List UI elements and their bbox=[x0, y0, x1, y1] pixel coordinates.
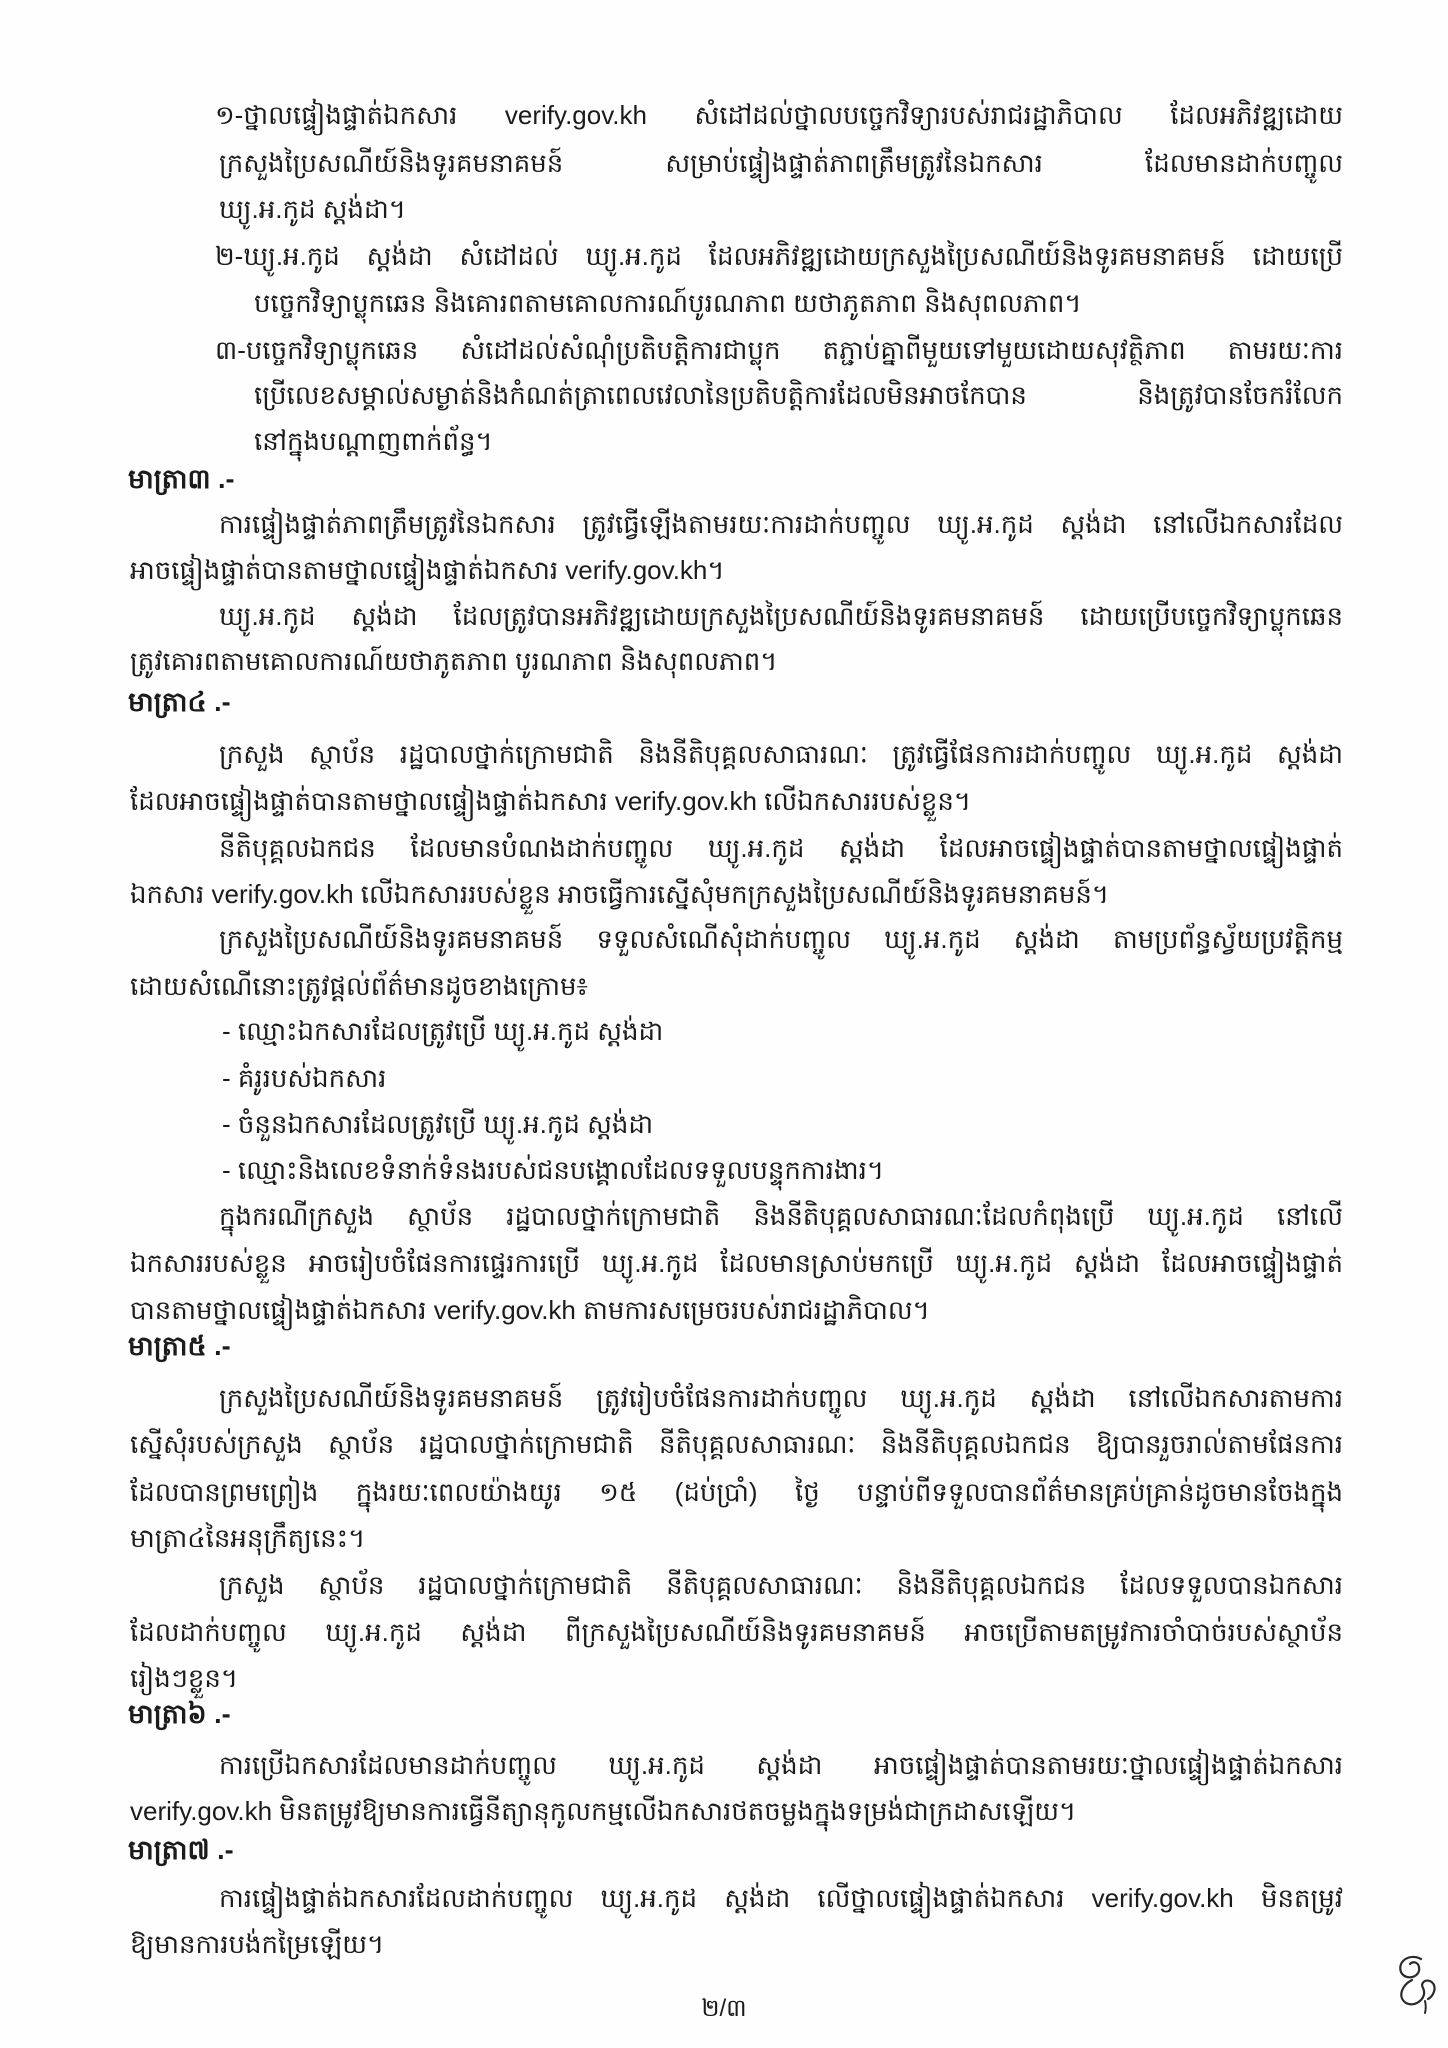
paragraph-line: ឃ្យូ.អ.កូដ ស្តង់ដា ដែលត្រូវបានអភិវឌ្ឍដោយក្រសួងប្រៃសណីយ៍និងទូរគមនាគមន៍ ដោយប្រើបច្ចេកវិទ្យាប្លុកឆេន bbox=[219, 601, 1343, 631]
page-number: ២/៣ bbox=[701, 1995, 747, 2022]
definition-1-line: ឃ្យូ.អ.កូដ ស្តង់ដា។ bbox=[219, 194, 406, 224]
article-heading: មាត្រា៤ .- bbox=[128, 687, 231, 717]
list-item: - ឈ្មោះនិងលេខទំនាក់ទំនងរបស់ជនបង្គោលដែលទទួលបន្ទុកការងារ។ bbox=[222, 1155, 885, 1185]
paragraph-line: ក្រសួងប្រៃសណីយ៍និងទូរគមនាគមន៍ ត្រូវរៀបចំផែនការដាក់បញ្ចូល ឃ្យូ.អ.កូដ ស្តង់ដា នៅលើឯកសារតាមការ bbox=[219, 1383, 1343, 1413]
paragraph-line: ការផ្ទៀងផ្ទាត់ឯកសារដែលដាក់បញ្ចូល ឃ្យូ.អ.កូដ ស្តង់ដា លើថ្នាលផ្ទៀងផ្ទាត់ឯកសារ verify.gov.kh មិនតម្រូវ bbox=[219, 1883, 1343, 1913]
paragraph-line: ឯកសារ verify.gov.kh លើឯកសាររបស់ខ្លួន អាចធ្វើការស្នើសុំមកក្រសួងប្រៃសណីយ៍និងទូរគមនាគមន៍។ bbox=[130, 879, 1110, 909]
definition-1-line: ក្រសួងប្រៃសណីយ៍និងទូរគមនាគមន៍ សម្រាប់ផ្ទៀងផ្ទាត់ភាពត្រឹមត្រូវនៃឯកសារ ដែលមានដាក់បញ្ចូល bbox=[219, 148, 1343, 178]
paragraph-line: ការប្រើឯកសារដែលមានដាក់បញ្ចូល ឃ្យូ.អ.កូដ ស្តង់ដា អាចផ្ទៀងផ្ទាត់បានតាមរយៈថ្នាលផ្ទៀងផ្ទាត់ឯកសារ bbox=[219, 1750, 1343, 1780]
definition-3-line: ៣-បច្ចេកវិទ្យាប្លុកឆេន សំដៅដល់សំណុំប្រតិបត្តិការជាប្លុក តភ្ជាប់គ្នាពីមួយទៅមួយដោយសុវត្ថិភាព តាមរយៈការ bbox=[215, 335, 1343, 365]
paragraph-line: អាចផ្ទៀងផ្ទាត់បានតាមថ្នាលផ្ទៀងផ្ទាត់ឯកសារ verify.gov.kh។ bbox=[130, 555, 725, 585]
paragraph-line: ដែលអាចផ្ទៀងផ្ទាត់បានតាមថ្នាលផ្ទៀងផ្ទាត់ឯកសារ verify.gov.kh លើឯកសាររបស់ខ្លួន។ bbox=[130, 786, 972, 816]
article-heading: មាត្រា៦ .- bbox=[128, 1699, 231, 1729]
paragraph-line: នីតិបុគ្គលឯកជន ដែលមានបំណងដាក់បញ្ចូល ឃ្យូ.អ.កូដ ស្តង់ដា ដែលអាចផ្ទៀងផ្ទាត់បានតាមថ្នាលផ្ទៀងផ្ទាត់ bbox=[219, 833, 1343, 863]
paragraph-line: បានតាមថ្នាលផ្ទៀងផ្ទាត់ឯកសារ verify.gov.kh តាមការសម្រេចរបស់រាជរដ្ឋាភិបាល។ bbox=[130, 1295, 930, 1325]
paragraph-line: verify.gov.kh មិនតម្រូវឱ្យមានការធ្វើនីត្យានុកូលកម្មលើឯកសារថតចម្លងក្នុងទម្រង់ជាក្រដាសឡើយ។ bbox=[130, 1796, 1077, 1826]
paragraph-line: ក្រសួង ស្ថាប័ន រដ្ឋបាលថ្នាក់ក្រោមជាតិ នីតិបុគ្គលសាធារណៈ និងនីតិបុគ្គលឯកជន ដែលទទួលបានឯកសារ bbox=[219, 1570, 1343, 1600]
paragraph-line: ឯកសាររបស់ខ្លួន អាចរៀបចំផែនការផ្ទេរការប្រើ ឃ្យូ.អ.កូដ ដែលមានស្រាប់មកប្រើ ឃ្យូ.អ.កូដ ស្តង់ដា ដែលអាចផ្ទៀងផ្ទាត់ bbox=[130, 1248, 1343, 1278]
definition-2-line: បច្ចេកវិទ្យាប្លុកឆេន និងគោរពតាមគោលការណ៍បូរណភាព យថាភូតភាព និងសុពលភាព។ bbox=[254, 288, 1082, 318]
paragraph-line: ដោយសំណើនោះត្រូវផ្តល់ព័ត៌មានដូចខាងក្រោម៖ bbox=[130, 971, 588, 1001]
article-heading: មាត្រា៧ .- bbox=[128, 1835, 234, 1865]
paragraph-line: ឱ្យមានការបង់កម្រៃឡើយ។ bbox=[130, 1929, 385, 1959]
paragraph-line: ការផ្ទៀងផ្ទាត់ភាពត្រឹមត្រូវនៃឯកសារ ត្រូវធ្វើឡើងតាមរយៈការដាក់បញ្ចូល ឃ្យូ.អ.កូដ ស្តង់ដា នៅលើឯកសារដែល bbox=[219, 509, 1343, 539]
handwritten-initial-icon bbox=[1388, 1950, 1440, 2016]
paragraph-line: ត្រូវគោរពតាមគោលការណ៍យថាភូតភាព បូរណភាព និងសុពលភាព។ bbox=[130, 646, 778, 676]
paragraph-line: ដែលបានព្រមព្រៀង ក្នុងរយៈពេលយ៉ាងយូរ ១៥ (ដប់ប្រាំ) ថ្ងៃ បន្ទាប់ពីទទួលបានព័ត៌មានគ្រប់គ្រាន់ដូចមានចែងក្នុង bbox=[130, 1477, 1343, 1507]
definition-1-line: ១-ថ្នាលផ្ទៀងផ្ទាត់ឯកសារ verify.gov.kh សំដៅដល់ថ្នាលបច្ចេកវិទ្យារបស់រាជរដ្ឋាភិបាល ដែលអភិវឌ្ឍដោយ bbox=[215, 100, 1343, 130]
paragraph-line: រៀងៗខ្លួន។ bbox=[130, 1663, 239, 1693]
article-heading: មាត្រា៣ .- bbox=[128, 464, 235, 494]
paragraph-line: ក្រសួងប្រៃសណីយ៍និងទូរគមនាគមន៍ ទទួលសំណើសុំដាក់បញ្ចូល ឃ្យូ.អ.កូដ ស្តង់ដា តាមប្រព័ន្ធស្វ័យប្រវត្តិកម្ម bbox=[219, 924, 1343, 954]
article-heading: មាត្រា៥ .- bbox=[128, 1331, 231, 1361]
list-item: - គំរូរបស់ឯកសារ bbox=[222, 1063, 387, 1093]
definition-3-line: នៅក្នុងបណ្តាញពាក់ព័ន្ធ។ bbox=[254, 426, 493, 456]
list-item: - ឈ្មោះឯកសារដែលត្រូវប្រើ ឃ្យូ.អ.កូដ ស្តង់ដា bbox=[222, 1016, 664, 1046]
paragraph-line: ដែលដាក់បញ្ចូល ឃ្យូ.អ.កូដ ស្តង់ដា ពីក្រសួងប្រៃសណីយ៍និងទូរគមនាគមន៍ អាចប្រើតាមតម្រូវការចាំបាច់របស់ស្ថាប័ន bbox=[130, 1617, 1343, 1647]
paragraph-line: ស្នើសុំរបស់ក្រសួង ស្ថាប័ន រដ្ឋបាលថ្នាក់ក្រោមជាតិ នីតិបុគ្គលសាធារណៈ និងនីតិបុគ្គលឯកជន ឱ្យបានរួចរាល់តាមផែនការ bbox=[130, 1429, 1343, 1459]
definition-2-line: ២-ឃ្យូ.អ.កូដ ស្តង់ដា សំដៅដល់ ឃ្យូ.អ.កូដ ដែលអភិវឌ្ឍដោយក្រសួងប្រៃសណីយ៍និងទូរគមនាគមន៍ ដោយប្រើ bbox=[215, 241, 1343, 271]
list-item: - ចំនួនឯកសារដែលត្រូវប្រើ ឃ្យូ.អ.កូដ ស្តង់ដា bbox=[222, 1109, 654, 1139]
definition-3-line: ប្រើលេខសម្គាល់សម្ងាត់និងកំណត់ត្រាពេលវេលានៃប្រតិបត្តិការដែលមិនអាចកែបាន និងត្រូវបានចែករំលែក bbox=[254, 380, 1343, 410]
paragraph-line: ក្រសួង ស្ថាប័ន រដ្ឋបាលថ្នាក់ក្រោមជាតិ និងនីតិបុគ្គលសាធារណៈ ត្រូវធ្វើផែនការដាក់បញ្ចូល ឃ្យូ.អ.កូដ ស្តង់ដា bbox=[219, 739, 1343, 769]
paragraph-line: ក្នុងករណីក្រសួង ស្ថាប័ន រដ្ឋបាលថ្នាក់ក្រោមជាតិ និងនីតិបុគ្គលសាធារណៈដែលកំពុងប្រើ ឃ្យូ.អ.កូដ នៅលើ bbox=[219, 1201, 1343, 1231]
paragraph-line: មាត្រា៤នៃអនុក្រឹត្យនេះ។ bbox=[130, 1523, 366, 1553]
